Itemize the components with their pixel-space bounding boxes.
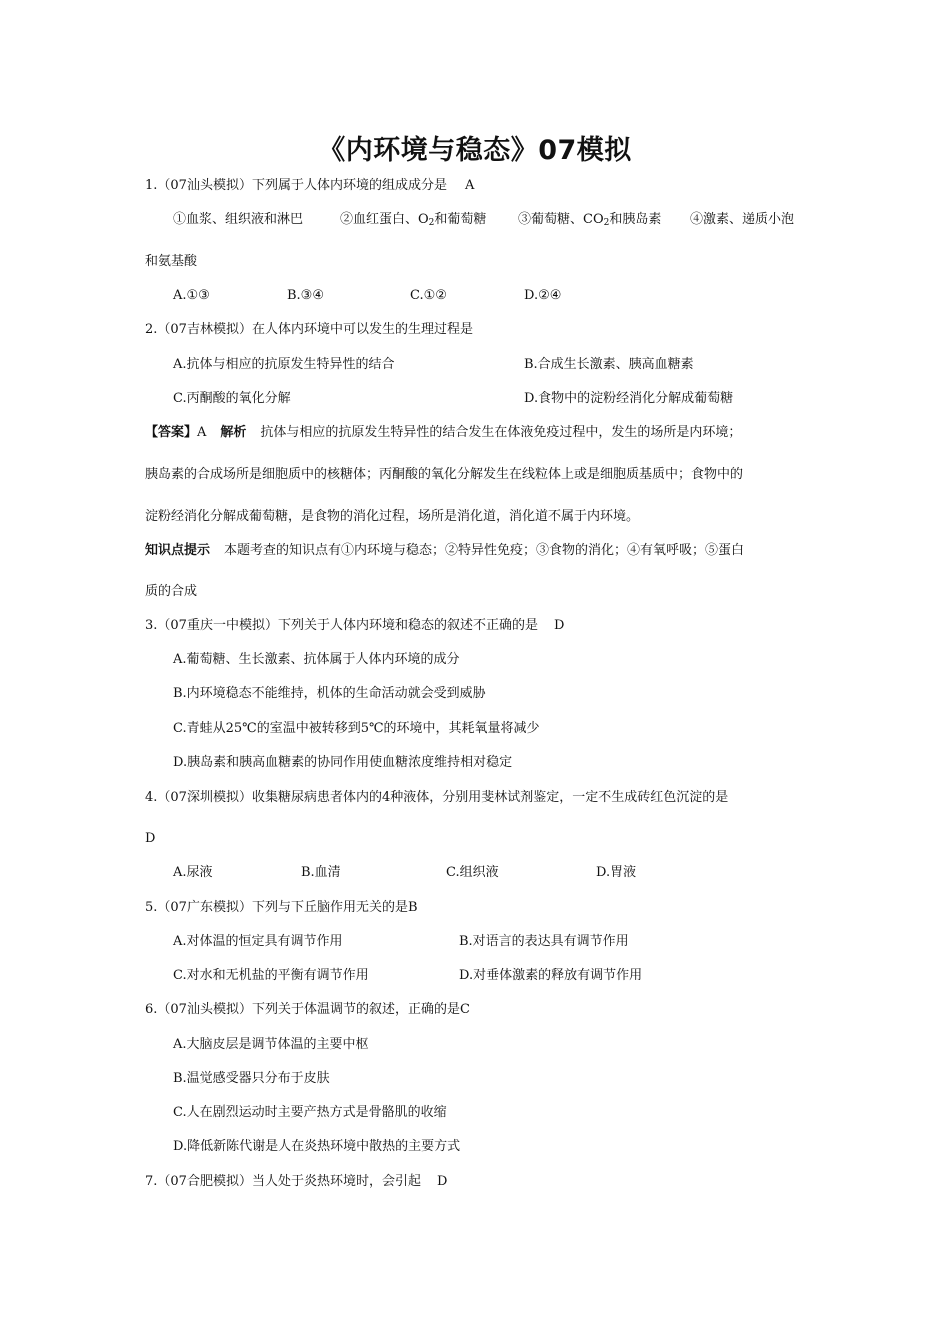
question-4-option-d: D.胃液 bbox=[596, 865, 637, 880]
question-3-answer: D bbox=[553, 618, 565, 633]
question-5-option-d: D.对垂体激素的释放有调节作用 bbox=[459, 968, 643, 983]
question-6-stem: 6.（07汕头模拟）下列关于体温调节的叙述，正确的是C bbox=[145, 1002, 470, 1017]
tip-label: 知识点提示 bbox=[145, 543, 211, 558]
question-1-option-d: D.②④ bbox=[524, 288, 562, 303]
question-1-option-a: A.①③ bbox=[173, 288, 210, 303]
question-7-stem: 7.（07合肥模拟）当人处于炎热环境时，会引起 D bbox=[145, 1174, 448, 1189]
answer-value: A bbox=[197, 425, 207, 440]
question-6-option-a: A.大脑皮层是调节体温的主要中枢 bbox=[173, 1037, 369, 1052]
question-4-answer: D bbox=[145, 831, 156, 846]
question-6-option-d: D.降低新陈代谢是人在炎热环境中散热的主要方式 bbox=[173, 1139, 461, 1154]
question-2-answer-line: 【答案】A 解析 抗体与相应的抗原发生特异性的结合发生在体液免疫过程中，发生的场所是内环境； bbox=[145, 425, 742, 440]
question-1-option-b: B.③④ bbox=[287, 288, 324, 303]
question-6-option-c: C.人在剧烈运动时主要产热方式是骨骼肌的收缩 bbox=[173, 1105, 447, 1120]
question-3-option-a: A.葡萄糖、生长激素、抗体属于人体内环境的成分 bbox=[173, 652, 460, 667]
question-4-option-b: B.血清 bbox=[301, 865, 341, 880]
question-2-option-c: C.丙酮酸的氧化分解 bbox=[173, 391, 291, 406]
question-2-option-d: D.食物中的淀粉经消化分解成葡萄糖 bbox=[524, 391, 734, 406]
question-1-item-2: ②血红蛋白、$O_2$和葡萄糖 bbox=[340, 212, 487, 228]
question-2-option-a: A.抗体与相应的抗原发生特异性的结合 bbox=[173, 357, 395, 372]
question-3-option-b: B.内环境稳态不能维持，机体的生命活动就会受到威胁 bbox=[173, 686, 486, 701]
question-4-option-c: C.组织液 bbox=[446, 865, 499, 880]
answer-label: 【答案】 bbox=[145, 425, 198, 440]
question-2-tip-line-2: 质的合成 bbox=[145, 584, 198, 599]
question-1-item-4: ④激素、递质小泡 bbox=[690, 212, 795, 227]
question-1-item-1: ①血浆、组织液和淋巴 bbox=[173, 212, 304, 227]
question-1-answer: A bbox=[464, 178, 475, 193]
question-2-stem: 2.（07吉林模拟）在人体内环境中可以发生的生理过程是 bbox=[145, 322, 473, 337]
question-2-tip-line: 知识点提示 本题考查的知识点有①内环境与稳态；②特异性免疫；③食物的消化；④有氧呼吸；⑤蛋白 bbox=[145, 543, 745, 558]
question-2-analysis-line-3: 淀粉经消化分解成葡萄糖，是食物的消化过程，场所是消化道，消化道不属于内环境。 bbox=[145, 509, 640, 524]
question-5-option-c: C.对水和无机盐的平衡有调节作用 bbox=[173, 968, 369, 983]
question-7-answer: D bbox=[436, 1174, 448, 1189]
page-title: 《内环境与稳态》07模拟 bbox=[318, 135, 632, 166]
question-5-option-b: B.对语言的表达具有调节作用 bbox=[459, 934, 629, 949]
question-1-option-c: C.①② bbox=[410, 288, 447, 303]
question-1-item-3: ③葡萄糖、$CO_2$和胰岛素 bbox=[518, 212, 662, 228]
question-6-option-b: B.温觉感受器只分布于皮肤 bbox=[173, 1071, 330, 1086]
question-3-stem: 3.（07重庆一中模拟）下列关于人体内环境和稳态的叙述不正确的是 D bbox=[145, 618, 565, 633]
question-1-item-4-cont: 和氨基酸 bbox=[145, 254, 198, 269]
question-4-stem: 4.（07深圳模拟）收集糖尿病患者体内的4种液体，分别用斐林试剂鉴定，一定不生成砖红色沉淀的是 bbox=[145, 790, 729, 805]
question-1-stem: 1.（07汕头模拟）下列属于人体内环境的组成成分是 A bbox=[145, 178, 475, 193]
question-2-analysis-line-2: 胰岛素的合成场所是细胞质中的核糖体；丙酮酸的氧化分解发生在线粒体上或是细胞质基质中；食物中的 bbox=[145, 467, 744, 482]
question-5-stem: 5.（07广东模拟）下列与下丘脑作用无关的是B bbox=[145, 900, 418, 915]
analysis-label: 解析 bbox=[220, 425, 247, 440]
question-3-option-d: D.胰岛素和胰高血糖素的协同作用使血糖浓度维持相对稳定 bbox=[173, 755, 513, 770]
question-4-option-a: A.尿液 bbox=[173, 865, 213, 880]
question-3-option-c: C.青蛙从25℃的室温中被转移到5℃的环境中，其耗氧量将减少 bbox=[173, 721, 540, 736]
question-2-option-b: B.合成生长激素、胰高血糖素 bbox=[524, 357, 694, 372]
question-5-option-a: A.对体温的恒定具有调节作用 bbox=[173, 934, 343, 949]
